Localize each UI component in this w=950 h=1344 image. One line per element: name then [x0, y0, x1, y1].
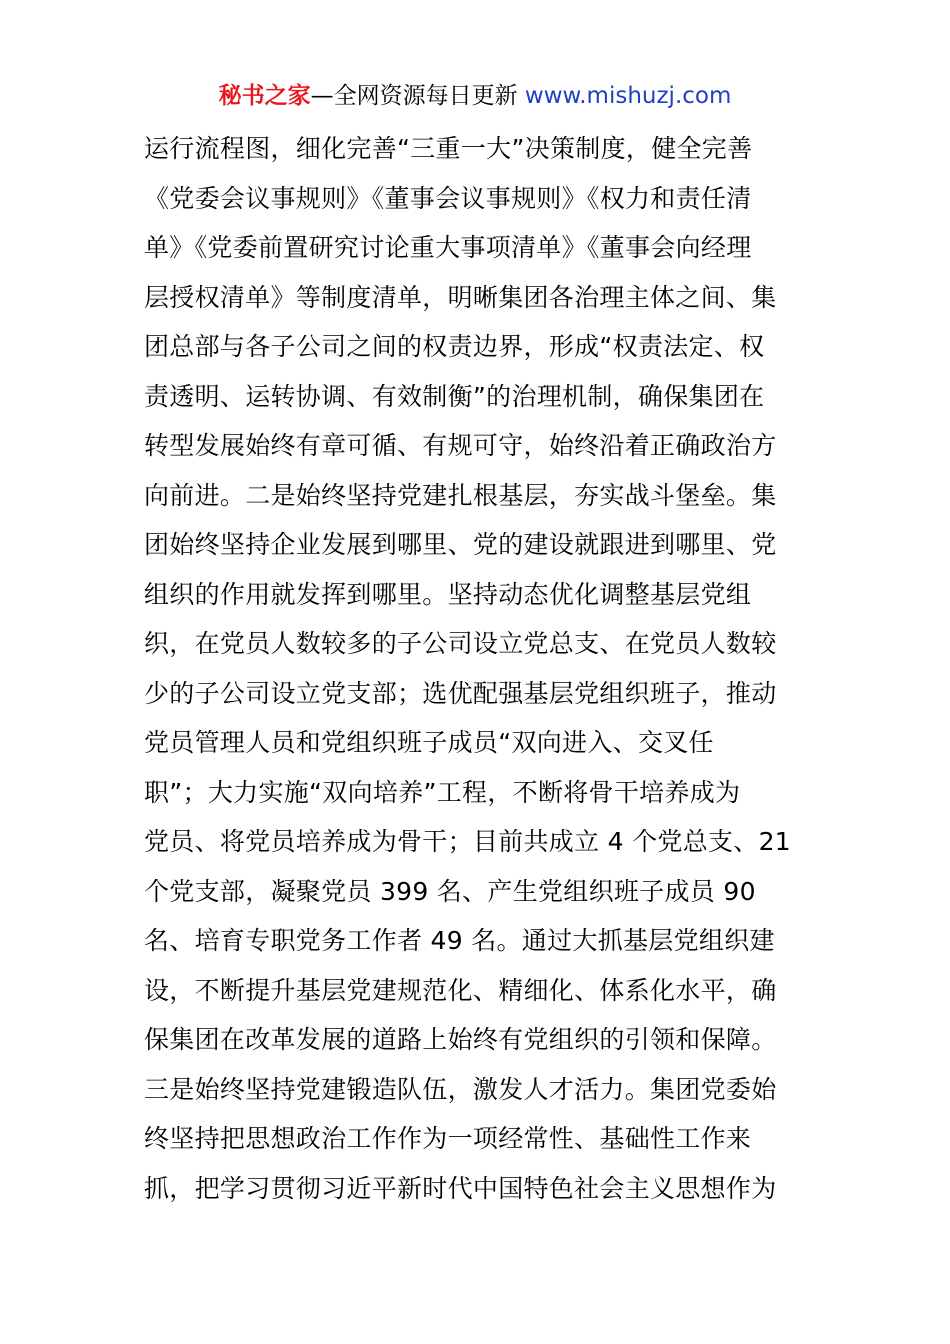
- text-line: 保集团在改革发展的道路上始终有党组织的引领和保障。: [144, 1025, 777, 1054]
- text-line: 转型发展始终有章可循、有规可守，始终沿着正确政治方: [144, 431, 777, 460]
- text-line: 三是始终坚持党建锻造队伍，激发人才活力。集团党委始: [144, 1074, 777, 1104]
- header-slogan: —全网资源每日更新: [310, 83, 525, 109]
- text-line: 个党支部，凝聚党员 399 名、产生党组织班子成员 90: [144, 876, 756, 906]
- site-name: 秘书之家: [218, 83, 311, 109]
- text-line: 《党委会议事规则》《董事会议事规则》《权力和责任清: [144, 183, 752, 213]
- text-line: 单》《党委前置研究讨论重大事项清单》《董事会向经理: [144, 233, 752, 262]
- document-body: [144, 124, 814, 1213]
- text-line: 职”；大力实施“双向培养”工程，不断将骨干培养成为: [144, 777, 741, 807]
- text-line: 组织的作用就发挥到哪里。坚持动态优化调整基层党组: [144, 579, 752, 609]
- text-line: 名、培育专职党务工作者 49 名。通过大抓基层党组织建: [144, 926, 775, 955]
- text-line: 终坚持把思想政治工作作为一项经常性、基础性工作来: [144, 1124, 752, 1153]
- text-line: 运行流程图，细化完善“三重一大”决策制度，健全完善: [144, 134, 753, 163]
- text-line: 党员管理人员和党组织班子成员“双向进入、交叉任: [144, 728, 714, 757]
- text-line: 抓，把学习贯彻习近平新时代中国特色社会主义思想作为: [144, 1173, 777, 1203]
- text-line: 设，不断提升基层党建规范化、精细化、体系化水平，确: [144, 975, 777, 1005]
- text-line: 团总部与各子公司之间的权责边界，形成“权责法定、权: [144, 332, 765, 361]
- text-line: 织，在党员人数较多的子公司设立党总支、在党员人数较: [144, 629, 777, 658]
- text-line: 党员、将党员培养成为骨干；目前共成立 4 个党总支、21: [144, 827, 792, 856]
- text-line: 责透明、运转协调、有效制衡”的治理机制，确保集团在: [144, 381, 765, 411]
- text-line: 少的子公司设立党支部；选优配强基层党组织班子，推动: [144, 678, 777, 708]
- text-line: 向前进。二是始终坚持党建扎根基层，夯实战斗堡垒。集: [144, 480, 777, 510]
- page-header: [0, 80, 950, 112]
- text-line: 团始终坚持企业发展到哪里、党的建设就跟进到哪里、党: [144, 530, 777, 559]
- site-url-link[interactable]: www.mishuzj.com: [524, 83, 732, 109]
- text-line: 层授权清单》等制度清单，明晰集团各治理主体之间、集: [144, 282, 777, 312]
